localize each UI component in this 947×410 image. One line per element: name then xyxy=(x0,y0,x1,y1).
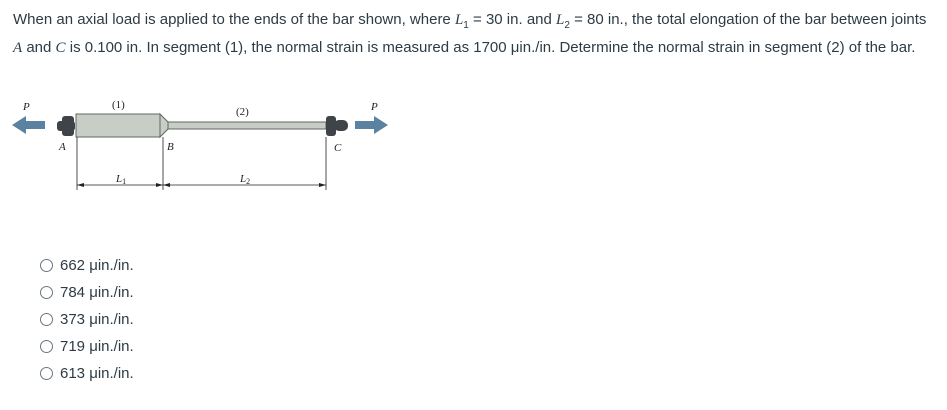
radio-button[interactable] xyxy=(40,286,53,299)
label-segment-1: (1) xyxy=(112,99,125,111)
bar-figure xyxy=(0,92,420,222)
answer-options xyxy=(40,252,134,387)
load-arrow-left xyxy=(12,116,45,134)
radio-button[interactable] xyxy=(40,259,53,272)
label-joint-B: B xyxy=(167,141,174,153)
label-P-left: P xyxy=(23,101,30,113)
answer-option[interactable] xyxy=(40,279,134,306)
option-label: 613 μin./in. xyxy=(60,365,134,382)
answer-option[interactable] xyxy=(40,252,134,279)
answer-option[interactable] xyxy=(40,306,134,333)
answer-option[interactable] xyxy=(40,333,134,360)
label-L1: L1 xyxy=(116,173,127,186)
label-P-right: P xyxy=(371,101,378,113)
label-segment-2: (2) xyxy=(236,106,249,118)
question-text: When an axial load is applied to the ends of the bar shown, where $L_1 = 30$ in. and $L_2 = 80$ in., the total elongation of the bar between joints A and C is 0.100 in. In segment (1), the normal strain is measured as 1700 μin./in. Determine the normal strain in segment (2) of the bar. xyxy=(13,11,927,56)
label-L2: L2 xyxy=(240,173,251,186)
radio-button[interactable] xyxy=(40,367,53,380)
option-label: 662 μin./in. xyxy=(60,257,134,274)
option-label: 719 μin./in. xyxy=(60,338,134,355)
joint-B-transition xyxy=(160,114,168,137)
option-label: 373 μin./in. xyxy=(60,311,134,328)
segment-1-bar xyxy=(76,114,160,137)
answer-option[interactable] xyxy=(40,360,134,387)
radio-button[interactable] xyxy=(40,340,53,353)
option-label: 784 μin./in. xyxy=(60,284,134,301)
radio-button[interactable] xyxy=(40,313,53,326)
segment-2-bar xyxy=(168,122,326,129)
label-joint-C: C xyxy=(334,142,342,154)
load-arrow-right xyxy=(355,116,388,134)
label-joint-A: A xyxy=(59,141,66,153)
